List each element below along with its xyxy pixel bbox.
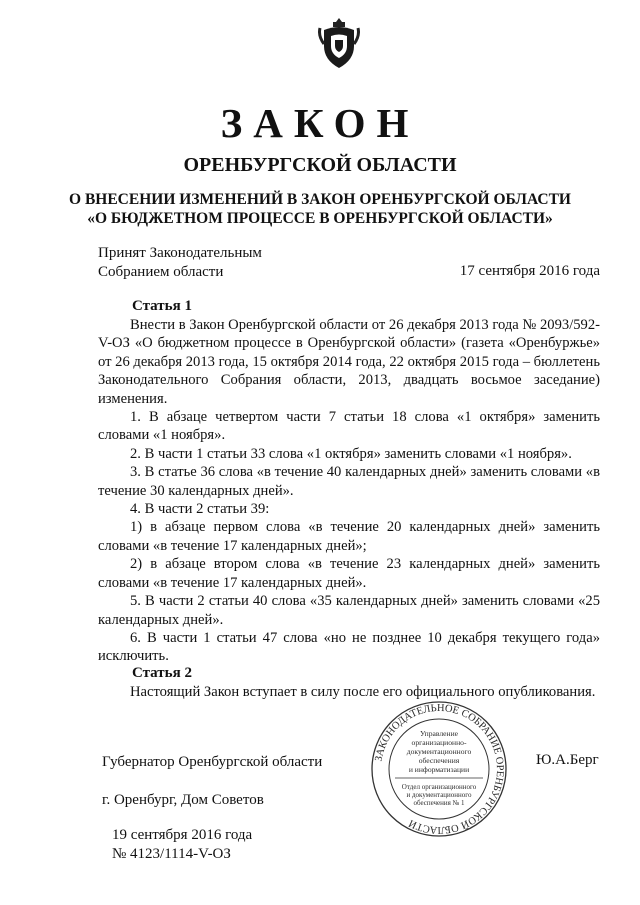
stamp-line-2: организационно- xyxy=(411,738,467,747)
stamp-line-6: Отдел организационного xyxy=(401,783,477,791)
article-1-item-6: 6. В части 1 статьи 47 слова «но не позднее 10 декабря текущего года» исключить. xyxy=(98,629,600,665)
adopted-by xyxy=(98,244,262,282)
article-1-item-1: 1. В абзаце четвертом части 7 статьи 18 слова «1 октября» заменить словами «1 ноября». xyxy=(98,409,600,444)
article-1-item-5: 5. В части 2 статьи 40 слова «35 календарных дней» заменить словами «25 календарных дней». xyxy=(98,593,600,628)
stamp-line-3: документационного xyxy=(406,747,472,756)
stamp-line-8: обеспечения № 1 xyxy=(413,799,465,807)
coat-of-arms-emblem xyxy=(318,16,360,70)
article-2-text: Настоящий Закон вступает в силу после его официального опубликования. xyxy=(130,684,596,700)
article-1-item-4: 4. В части 2 статьи 39: xyxy=(130,501,270,518)
adopted-line-2: Собранием области xyxy=(98,264,224,280)
article-2-heading: Статья 2 xyxy=(132,665,192,681)
stamp-line-1: Управление xyxy=(419,729,459,738)
article-1-heading: Статья 1 xyxy=(132,298,192,314)
stamp-ring-text: ЗАКОНОДАТЕЛЬНОЕ СОБРАНИЕ ОРЕНБУРГСКОЙ ОБЛАСТИ xyxy=(373,702,506,836)
subject-line-1: О ВНЕСЕНИИ ИЗМЕНЕНИЙ В ЗАКОН ОРЕНБУРГСКОЙ ОБЛАСТИ xyxy=(69,191,571,208)
stamp-line-5: и информатизации xyxy=(408,765,470,774)
signing-info xyxy=(112,826,252,864)
article-1-intro: Внести в Закон Оренбургской области от 26 декабря 2013 года № 2093/592-V-ОЗ «О бюджетном процессе в Оренбургской области» (газета «Оренбуржье» от 26 декабря 2013 года, 15 октября 2014 года, 22 октября 2015 года – бюллетень Законодательного Собрания области, 2013, двадцать восьмое заседание) изменения. xyxy=(98,317,600,407)
stamp-line-4: обеспечения xyxy=(418,756,460,765)
article-1-item-4-2: 2) в абзаце втором слова «в течение 23 календарных дней» заменить словами «в течение 17 календарных дней». xyxy=(98,556,600,591)
article-1-body xyxy=(98,316,600,666)
signing-date: 19 сентября 2016 года xyxy=(112,827,253,843)
subject-line-2: «О БЮДЖЕТНОМ ПРОЦЕССЕ В ОРЕНБУРГСКОЙ ОБЛАСТИ» xyxy=(87,210,553,227)
article-2-body xyxy=(98,683,600,701)
official-stamp xyxy=(370,700,508,838)
stamp-line-7: и документационного xyxy=(406,791,472,799)
region-heading: ОРЕНБУРГСКОЙ ОБЛАСТИ xyxy=(183,154,457,176)
adopted-date: 17 сентября 2016 года xyxy=(459,263,600,279)
article-1-item-4-1: 1) в абзаце первом слова «в течение 20 календарных дней» заменить словами «в течение 17 календарных дней»; xyxy=(98,519,600,554)
law-number: № 4123/1114-V-ОЗ xyxy=(112,846,231,862)
article-1-item-3: 3. В статье 36 слова «в течение 40 календарных дней» заменить словами «в течение 30 календарных дней». xyxy=(98,464,600,499)
law-subject xyxy=(0,190,640,228)
governor-name: Ю.А.Берг xyxy=(536,752,599,768)
article-1-item-2: 2. В части 1 статьи 33 слова «1 октября» заменить словами «1 ноября». xyxy=(130,445,572,462)
governor-title: Губернатор Оренбургской области xyxy=(102,754,323,770)
signing-place: г. Оренбург, Дом Советов xyxy=(102,792,264,808)
document-title: ЗАКОН xyxy=(220,100,420,146)
adopted-line-1: Принят Законодательным xyxy=(98,245,262,261)
